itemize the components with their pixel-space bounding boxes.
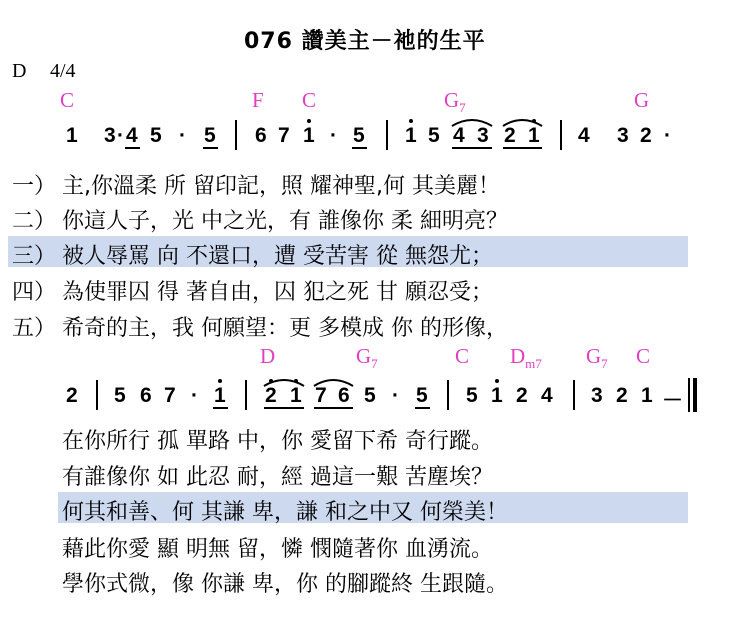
note-dot: · <box>117 124 124 147</box>
note: 5 <box>466 384 478 407</box>
octave-dot <box>294 379 298 383</box>
octave-dot <box>218 379 222 383</box>
chord: D <box>260 344 276 368</box>
chord: $G_7$ <box>444 88 466 116</box>
verse-label: 四） <box>12 280 57 305</box>
chord: F <box>252 88 264 112</box>
note: 6 <box>255 124 267 147</box>
chord: G <box>634 88 650 112</box>
note: 3 <box>104 124 116 147</box>
note: 7 <box>315 384 327 407</box>
note-dot: · <box>191 384 198 407</box>
note: 4 <box>453 124 465 147</box>
note: 1 <box>214 384 226 407</box>
chord: C <box>302 88 317 112</box>
note: 5 <box>364 384 376 407</box>
note: 1 <box>528 124 540 147</box>
tie <box>503 120 542 126</box>
lyric-line: 何其和善、何 其謙 卑，謙 和之中又 何榮美！ <box>62 500 508 525</box>
octave-dot <box>409 119 413 123</box>
octave-dot <box>269 379 273 383</box>
note: 5 <box>428 124 440 147</box>
lyric-line: 學你式微，像 你謙 卑，你 的腳蹤終 生跟隨。 <box>62 572 508 597</box>
note: 2 <box>66 384 78 407</box>
chord: $G_7$ <box>356 344 378 372</box>
note: 3 <box>591 384 603 407</box>
note: 1 <box>491 384 503 407</box>
octave-dot <box>532 119 536 123</box>
note: 6 <box>140 384 152 407</box>
note-hold-dash: － <box>662 389 683 412</box>
note: 2 <box>516 384 528 407</box>
verse-label: 一） <box>12 174 57 199</box>
note: 7 <box>278 124 290 147</box>
note: 5 <box>416 384 428 407</box>
note: 1 <box>290 384 302 407</box>
note-dot: · <box>330 124 337 147</box>
note-dot: · <box>664 124 671 147</box>
note: 2 <box>616 384 628 407</box>
lyric-line: 為使罪囚 得 著自由，囚 犯之死 甘 願忍受； <box>62 280 493 305</box>
lyric-line: 在你所行 孤 單路 中，你 愛留下希 奇行蹤。 <box>62 429 493 454</box>
note: 2 <box>504 124 516 147</box>
chord: $D_{m7}$ <box>510 344 542 372</box>
note: 1 <box>641 384 653 407</box>
lyric-line: 你這人子，光 中之光，有 誰像你 柔 細明亮？ <box>62 209 508 234</box>
lyric-line: 希奇的主，我 何願望：更 多模成 你 的形像， <box>62 316 508 341</box>
note: 4 <box>541 384 553 407</box>
hymn-title: 076 讚美主－祂的生平 <box>244 29 486 54</box>
octave-dot <box>307 119 311 123</box>
verse-label: 二） <box>12 209 57 234</box>
verse-label: 三） <box>12 244 57 269</box>
note: 1 <box>303 124 315 147</box>
note: 2 <box>640 124 652 147</box>
note: 7 <box>164 384 176 407</box>
octave-dot <box>495 379 499 383</box>
lyric-line: 有誰像你 如 此忍 耐，經 過這一艱 苦塵埃？ <box>62 465 493 490</box>
note: 5 <box>204 124 216 147</box>
note: 3 <box>617 124 629 147</box>
lyric-line: 藉此你愛 顯 明無 留，憐 憫隨著你 血湧流。 <box>62 537 493 562</box>
note-dot: · <box>179 124 186 147</box>
chord: C <box>60 88 75 112</box>
tie <box>314 380 353 386</box>
key-signature: D <box>12 60 27 82</box>
note: 3 <box>477 124 489 147</box>
note: 1 <box>405 124 417 147</box>
note: 5 <box>150 124 162 147</box>
verse-label: 五） <box>12 316 57 341</box>
lyric-line: 主,你溫柔 所 留印記，照 耀神聖,何 其美麗！ <box>62 174 500 199</box>
note-dot: · <box>392 384 399 407</box>
note: 5 <box>114 384 126 407</box>
note: 1 <box>66 124 78 147</box>
note: 6 <box>338 384 350 407</box>
time-signature: 4/4 <box>50 60 76 82</box>
note: 2 <box>265 384 277 407</box>
chord: C <box>455 344 470 368</box>
chord: $G_7$ <box>586 344 608 372</box>
chord: C <box>636 344 651 368</box>
tie <box>452 120 492 126</box>
note: 4 <box>578 124 590 147</box>
note: 4 <box>126 124 138 147</box>
lyric-line: 被人辱罵 向 不還口，遭 受苦害 從 無怨尤； <box>62 244 493 269</box>
note: 5 <box>353 124 365 147</box>
